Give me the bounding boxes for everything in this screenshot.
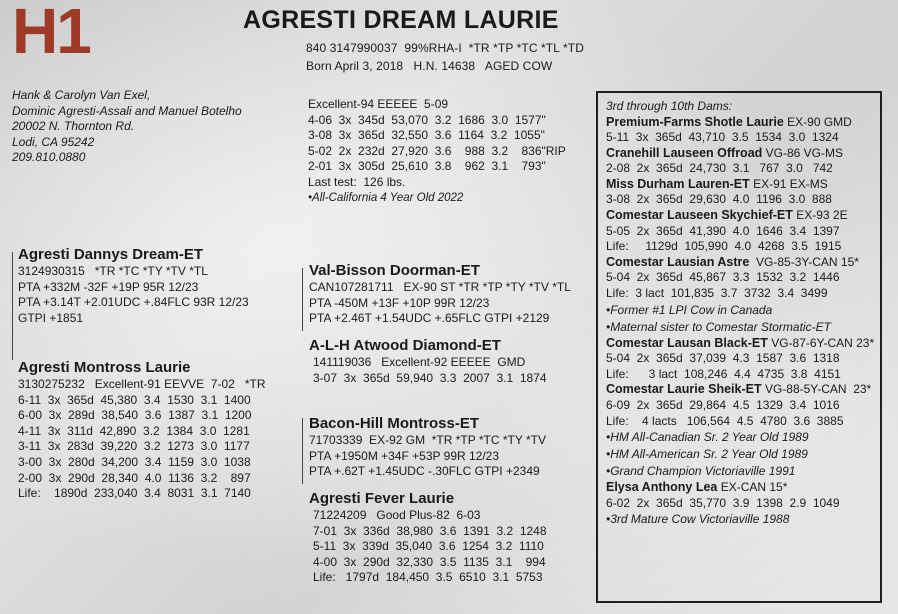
dam-entry-name: Premium-Farms Shotle Laurie	[606, 114, 784, 129]
dam-entry-class: EX-93 2E	[792, 208, 848, 223]
lactation-row: 4-11 3x 311d 42,890 3.2 1384 3.0 1281	[18, 423, 250, 438]
ancestral-dams-box	[596, 91, 882, 603]
lactation-row: 5-11 3x 365d 43,710 3.5 1534 3.0 1324	[606, 130, 839, 145]
pedigree-bracket	[302, 268, 303, 331]
dam-name: Agresti Montross Laurie	[18, 359, 191, 376]
pedigree-bracket	[302, 418, 303, 484]
dam-entry-class: EX-CAN 15*	[717, 480, 788, 495]
lactation-row: 3-00 3x 280d 34,200 3.4 1159 3.0 1038	[18, 454, 251, 469]
sire-line: PTA +3.14T +2.01UDC +.84FLC 93R 12/23	[18, 295, 249, 310]
dam-note: •HM All-American Sr. 2 Year Old 1989	[606, 447, 808, 462]
lactation-row: 5-04 2x 365d 45,867 3.3 1532 3.2 1446	[606, 270, 840, 285]
dam-sire-line: 71703339 EX-92 GM *TR *TP *TC *TY *TV	[309, 433, 546, 447]
owner-line: 209.810.0880	[12, 150, 86, 164]
lactation-row: 3-08 3x 365d 32,550 3.6 1164 3.2 1055"	[308, 128, 545, 143]
life-row: Life: 4 lacts 106,564 4.5 4780 3.6 3885	[606, 413, 844, 428]
lactation-row: 6-00 3x 289d 38,540 3.6 1387 3.1 1200	[18, 408, 252, 423]
lactation-row: 7-01 3x 336d 38,980 3.6 1391 3.2 1248	[313, 523, 547, 538]
owner-block	[12, 88, 242, 166]
dam-note: •Former #1 LPI Cow in Canada	[606, 302, 773, 317]
cow-record	[308, 97, 566, 206]
lactation-row: 3-11 3x 283d 39,220 3.2 1273 3.0 1177	[18, 439, 250, 454]
dam-entry-name: Cranehill Lauseen Offroad	[606, 145, 763, 160]
sire-dam-block	[309, 336, 547, 386]
lactation-row: 4-00 3x 290d 32,330 3.5 1135 3.1 994	[313, 554, 546, 569]
dam-entry-name: Elysa Anthony Lea	[606, 480, 718, 495]
sire-sire-name: Val-Bisson Doorman-ET	[309, 262, 480, 279]
sire-sire-block	[309, 261, 571, 327]
dam-entry-name: Miss Durham Lauren-ET	[606, 176, 750, 191]
sire-dam-line: 141119036 Excellent-92 EEEEE GMD	[313, 355, 526, 369]
dam-entry-class: VG-85-3Y-CAN 15*	[749, 254, 859, 269]
lactation-row: 4-06 3x 345d 53,070 3.2 1686 3.0 1577"	[308, 112, 546, 127]
dam-dam-line: 71224209 Good Plus-82 6-03	[313, 508, 481, 522]
sire-name: Agresti Dannys Dream-ET	[18, 246, 204, 263]
dam-entry-class: EX-91 EX-MS	[749, 176, 828, 191]
sire-dam-line: 3-07 3x 365d 59,940 3.3 2007 3.1 1874	[313, 370, 547, 385]
sire-dam-name: A-L-H Atwood Diamond-ET	[309, 337, 501, 354]
sire-line: PTA +332M -32F +19P 95R 12/23	[18, 279, 199, 294]
life-row: Life: 1129d 105,990 4.0 4268 3.5 1915	[606, 239, 842, 254]
life-row: Life: 3 lact 101,835 3.7 3732 3.4 3499	[606, 286, 828, 301]
lactation-row: 3-08 2x 365d 29,630 4.0 1196 3.0 888	[606, 192, 832, 207]
sire-sire-line: PTA +2.46T +1.54UDC +.65FLC GTPI +2129	[309, 311, 550, 326]
lactation-row: 5-04 2x 365d 37,039 4.3 1587 3.6 1318	[606, 351, 840, 366]
lactation-row: 5-05 2x 365d 41,390 4.0 1646 3.4 1397	[606, 223, 840, 238]
life-row: Life: 1890d 233,040 3.4 8031 3.1 7140	[18, 486, 251, 501]
dam-dam-name: Agresti Fever Laurie	[309, 490, 455, 507]
sire-sire-line: CAN107281711 EX-90 ST *TR *TP *TY *TV *TL	[309, 280, 571, 294]
page-badge: H1	[12, 0, 90, 67]
dam-id-line: 3130275232 Excellent-91 EEVVE 7-02 *TR	[18, 377, 266, 391]
cow-title: AGRESTI DREAM LAURIE	[243, 6, 559, 34]
lactation-row: 5-02 2x 232d 27,920 3.6 988 3.2 836"RIP	[308, 143, 566, 158]
dam-entry-name: Comestar Lausian Astre	[606, 254, 750, 269]
life-row: Life: 1797d 184,450 3.5 6510 3.1 5753	[313, 570, 543, 585]
dam-entry-name: Comestar Laurie Sheik-ET	[606, 382, 762, 397]
dam-block	[18, 358, 265, 502]
sire-line: 3124930315 *TR *TC *TY *TV *TL	[18, 264, 208, 278]
lactation-row: 6-02 2x 365d 35,770 3.9 1398 2.9 1049	[606, 495, 840, 510]
cow-award: •All-California 4 Year Old 2022	[308, 191, 464, 204]
dams-heading: 3rd through 10th Dams:	[606, 99, 733, 113]
dam-entry-class: VG-87-6Y-CAN 23*	[767, 335, 875, 350]
registration-line: 840 3147990037 99%RHA-I *TR *TP *TC *TL *TD	[306, 41, 584, 55]
cow-classification: Excellent-94 EEEEE 5-09	[308, 97, 449, 111]
dam-entry-class: EX-90 GMD	[783, 114, 852, 129]
lactation-row: 6-09 2x 365d 29,864 4.5 1329 3.4 1016	[606, 398, 840, 412]
sire-block	[18, 245, 249, 326]
lactation-row: 6-11 3x 365d 45,380 3.4 1530 3.1 1400	[18, 392, 251, 407]
lactation-row: 5-11 3x 339d 35,040 3.6 1254 3.2 1110	[313, 539, 544, 554]
owner-line: Dominic Agresti-Assali and Manuel Botelho	[12, 103, 242, 118]
dam-note: •Maternal sister to Comestar Stormatic-ET	[606, 319, 831, 334]
dam-entry-class: VG-86 VG-MS	[762, 145, 843, 160]
lactation-row: 2-00 3x 290d 28,340 4.0 1136 3.2 897	[18, 470, 251, 485]
birth-line: Born April 3, 2018 H.N. 14638 AGED COW	[306, 59, 553, 73]
dam-note: •HM All-Canadian Sr. 2 Year Old 1989	[606, 430, 809, 445]
dam-sire-block	[309, 414, 546, 480]
dam-sire-line: PTA +1950M +34F +53P 99R 12/23	[309, 448, 500, 463]
dam-entry-class: VG-88-5Y-CAN 23*	[761, 382, 872, 397]
dam-note: •3rd Mature Cow Victoriaville 1988	[606, 512, 790, 527]
pedigree-bracket	[12, 252, 13, 360]
last-test: Last test: 126 lbs.	[308, 174, 406, 189]
life-row: Life: 3 lact 108,246 4.4 4735 3.8 4151	[606, 366, 841, 381]
dam-note: •Grand Champion Victoriaville 1991	[606, 464, 796, 479]
owner-line: Hank & Carolyn Van Exel,	[12, 88, 151, 102]
lactation-row: 2-01 3x 305d 25,610 3.8 962 3.1 793"	[308, 159, 546, 174]
dam-sire-line: PTA +.62T +1.45UDC -.30FLC GTPI +2349	[309, 464, 540, 479]
lactation-row: 2-08 2x 365d 24,730 3.1 767 3.0 742	[606, 161, 833, 176]
dam-entry-name: Comestar Lauseen Skychief-ET	[606, 208, 793, 223]
dam-sire-name: Bacon-Hill Montross-ET	[309, 415, 480, 432]
dam-dam-block	[309, 489, 547, 586]
dam-entry-name: Comestar Lausan Black-ET	[606, 335, 768, 350]
owner-line: Lodi, CA 95242	[12, 134, 95, 149]
sire-sire-line: PTA -450M +13F +10P 99R 12/23	[309, 295, 490, 310]
sire-line: GTPI +1851	[18, 310, 84, 325]
owner-line: 20002 N. Thornton Rd.	[12, 119, 135, 133]
